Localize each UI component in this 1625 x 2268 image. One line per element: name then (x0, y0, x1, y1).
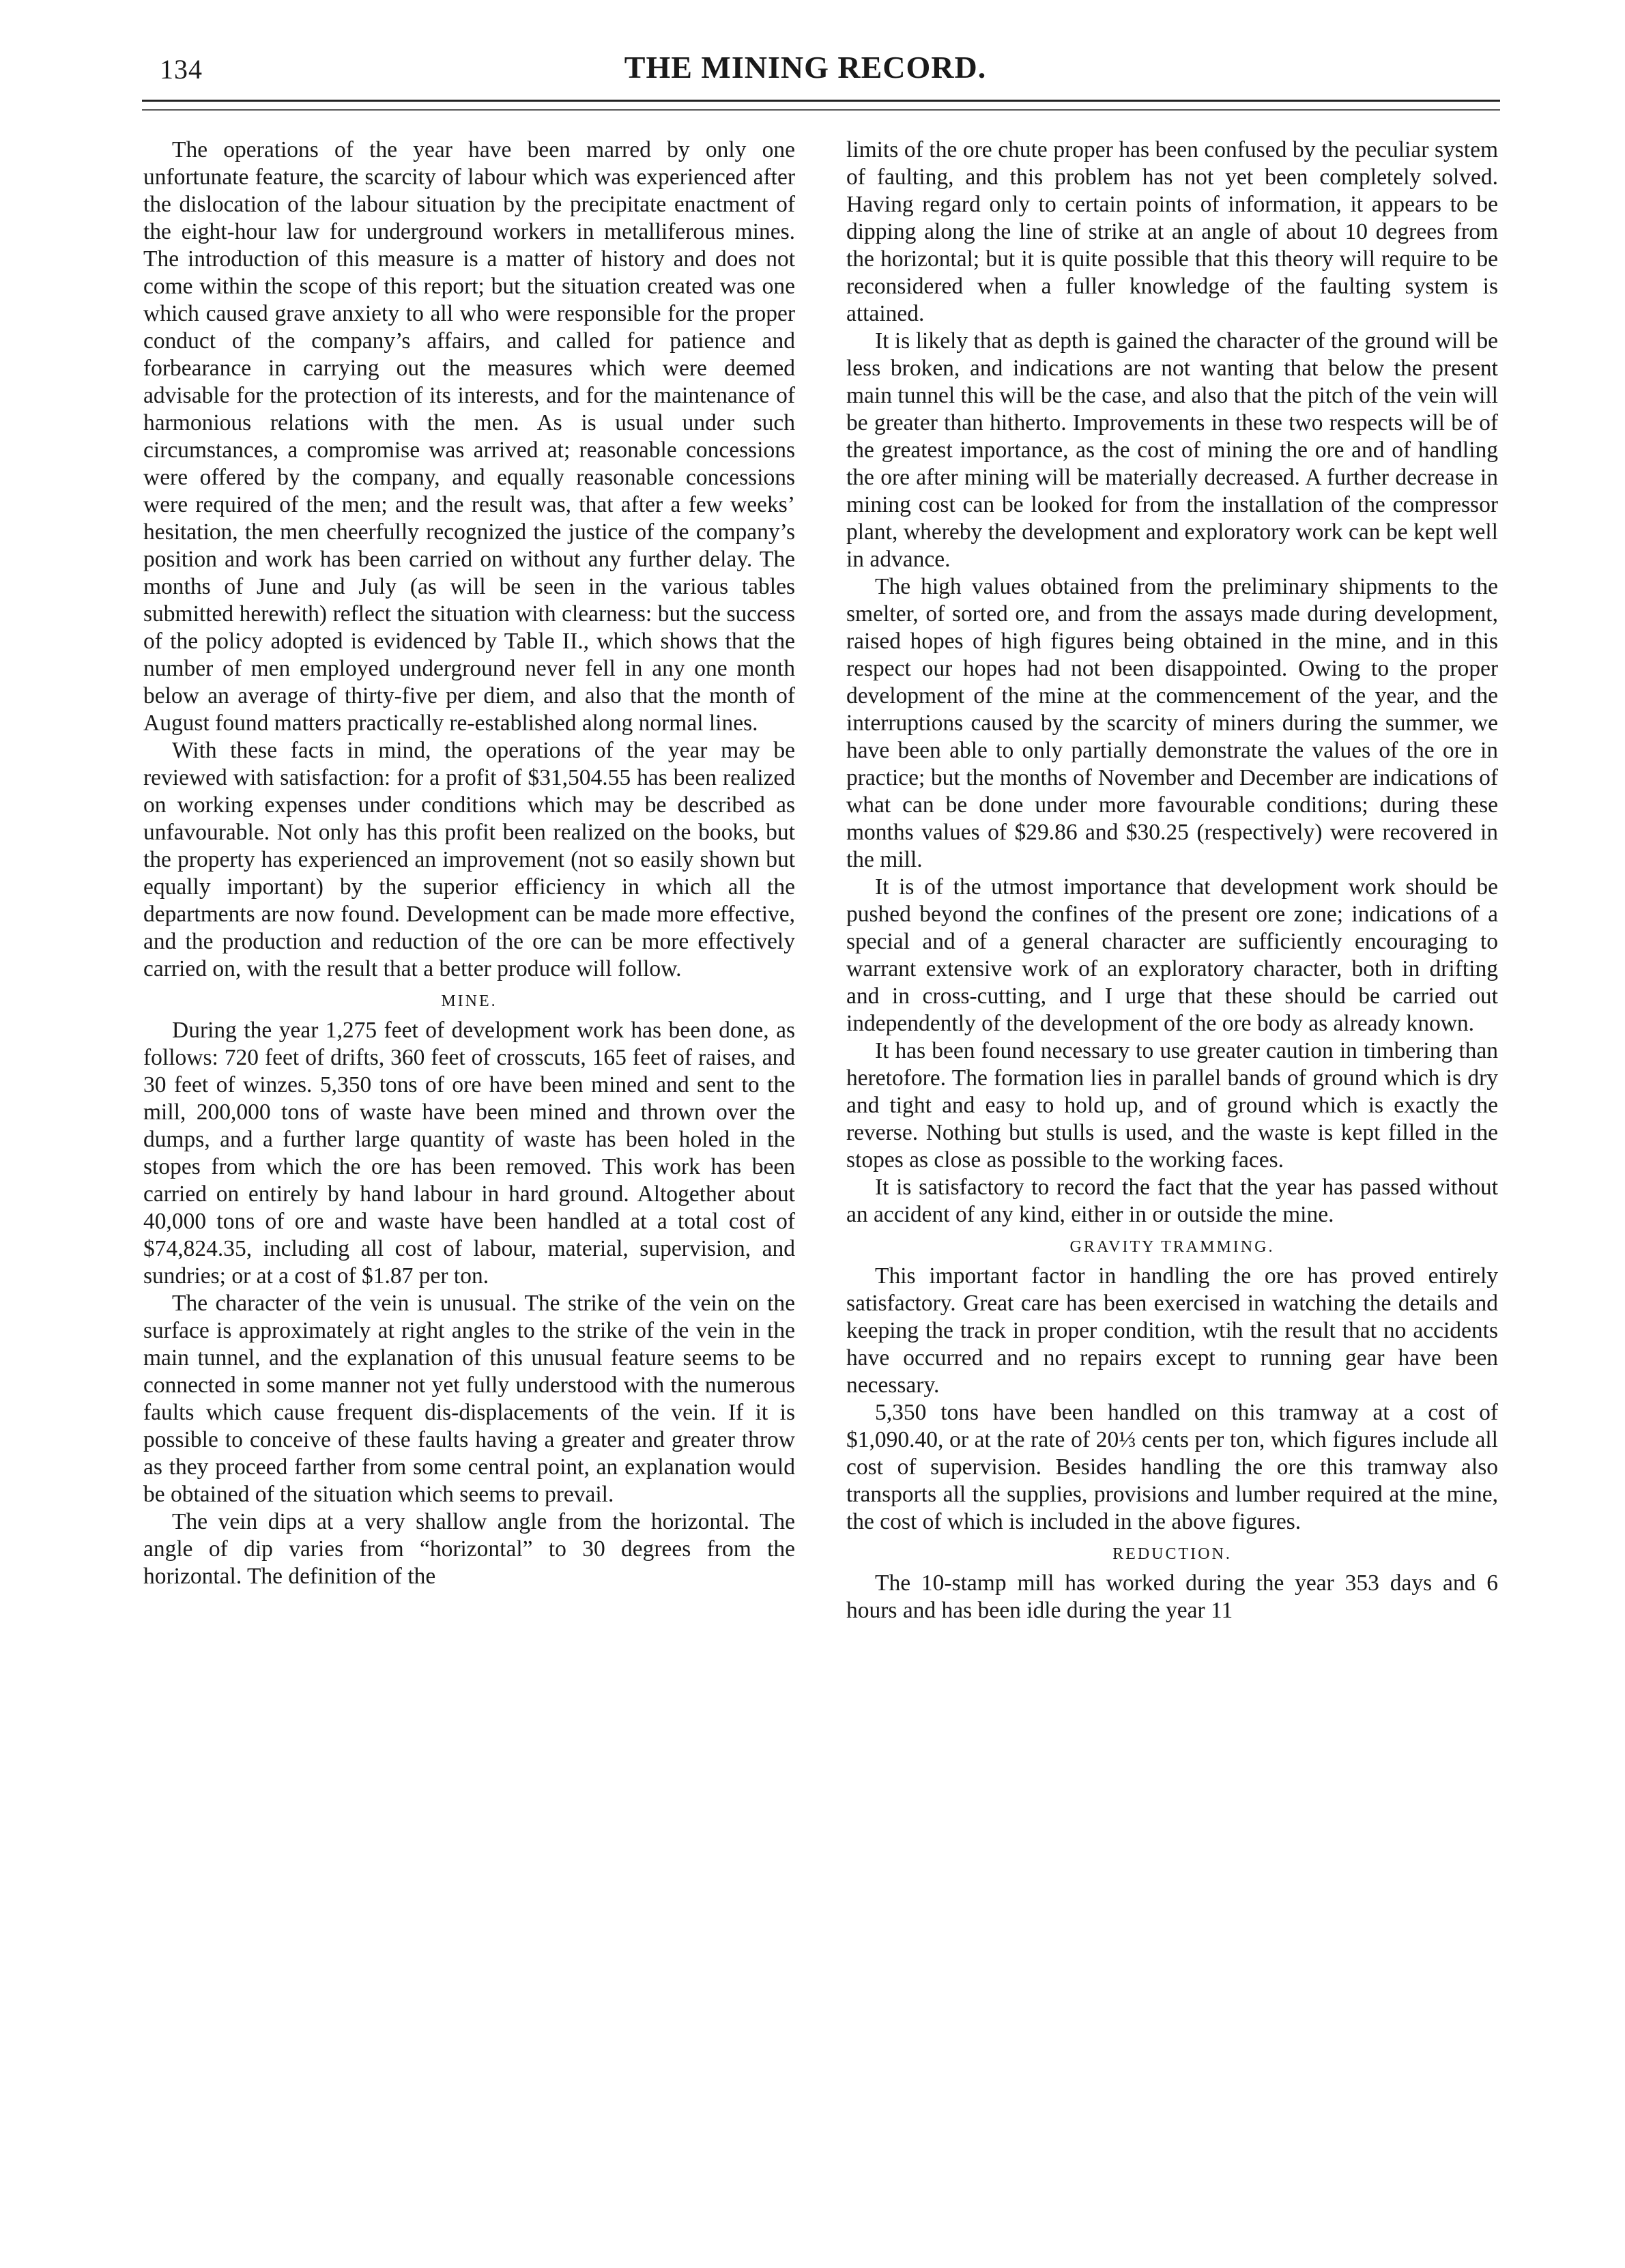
section-heading-reduction: REDUCTION. (1112, 1545, 1232, 1563)
paragraph: With these facts in mind, the operations of the year may be reviewed with satisfaction: for a profit of $31,504.55 has been realized on working expenses under conditions which may be described as unfavourable. Not only has this profit been realized on the books, but the property has experienced an improvement (not so easily shown but equally important) by the superior efficiency in which all the departments are now found. Development can be made more effective, and the production and reduction of the ore can be more effectively carried on, with the result that a better produce will follow. (143, 738, 795, 981)
section-heading-mine: MINE. (441, 992, 498, 1010)
paragraph: The vein dips at a very shallow angle from the horizontal. The angle of dip varies from “horizontal” to 30 degrees from the horizontal. The definition of the (143, 1509, 795, 1589)
header-rule-thin (142, 109, 1500, 111)
right-column (846, 137, 1498, 1624)
header-rule (142, 100, 1500, 102)
section-heading-gravity-tramming: GRAVITY TRAMMING. (1069, 1238, 1275, 1256)
paragraph: The high values obtained from the preliminary shipments to the smelter, of sorted ore, and from the assays made during development, raised hopes of high figures being obtained in the mine, and in this respect our hopes had not been disappointed. Owing to the proper development of the mine at the commencement of the year, and the interruptions caused by the scarcity of miners during the summer, we have been able to only partially demonstrate the values of the ore in practice; but the months of November and December are indications of what can be done under more favourable conditions; during these months values of $29.86 and $30.25 (respectively) were recovered in the mill. (846, 574, 1498, 872)
page-number: 134 (160, 54, 203, 85)
page-header (136, 50, 1501, 101)
paragraph: limits of the ore chute proper has been confused by the peculiar system of faulting, and this problem has not yet been completely solved. Having regard only to certain points of information, it appears to be dipping along the line of strike at an angle of about 10 degrees from the horizontal; but it is quite possible that this theory will require to be reconsidered when a fuller knowledge of the faulting system is attained. (846, 137, 1498, 326)
journal-title: THE MINING RECORD. (624, 50, 987, 85)
paragraph: It is of the utmost importance that development work should be pushed beyond the confines of the present ore zone; indications of a special and of a general character are sufficiently encouraging to warrant extensive work of an exploratory character, both in drifting and in cross-cutting, and I urge that these should be carried out independently of the development of the ore body as already known. (846, 874, 1498, 1036)
paragraph: The character of the vein is unusual. The strike of the vein on the surface is approximately at right angles to the strike of the vein in the main tunnel, and the explanation of this unusual feature seems to be connected in some manner not yet fully understood with the numerous faults which cause frequent dis-displacements of the vein. If it is possible to conceive of these faults having a greater and greater throw as they proceed farther from some central point, an explanation would be obtained of the situation which seems to prevail. (143, 1291, 795, 1507)
paragraph: The 10-stamp mill has worked during the year 353 days and 6 hours and has been idle during the year 11 (846, 1570, 1498, 1623)
paragraph: 5,350 tons have been handled on this tramway at a cost of $1,090.40, or at the rate of 20⅓ cents per ton, which figures include all cost of supervision. Besides handling the ore this tramway also transports all the supplies, provisions and lumber required at the mine, the cost of which is included in the above figures. (846, 1400, 1498, 1534)
paragraph: The operations of the year have been marred by only one unfortunate feature, the scarcity of labour which was experienced after the dislocation of the labour situation by the precipitate enactment of the eight-hour law for underground workers in metalliferous mines. The introduction of this measure is a matter of history and does not come within the scope of this report; but the situation created was one which caused grave anxiety to all who were responsible for the proper conduct of the company’s affairs, and called for patience and forbearance in carrying out the measures which were deemed advisable for the protection of its interests, and for the maintenance of harmonious relations with the men. As is usual under such circumstances, a compromise was arrived at; reasonable concessions were offered by the company, and equally reasonable concessions were required of the men; and the result was, that after a few weeks’ hesitation, the men cheerfully recognized the justice of the company’s position and work has been carried on without any further delay. The months of June and July (as will be seen in the various tables submitted herewith) reflect the situation with clearness: but the success of the policy adopted is evidenced by Table II., which shows that the number of men employed underground never fell in any one month below an average of thirty-five per diem, and also that the month of August found matters practically re-established along normal lines. (143, 137, 795, 736)
paragraph: It is satisfactory to record the fact that the year has passed without an accident of any kind, either in or outside the mine. (846, 1175, 1498, 1227)
paragraph: It has been found necessary to use greater caution in timbering than heretofore. The formation lies in parallel bands of ground which is dry and tight and easy to hold up, and of ground which is exactly the reverse. Nothing but stulls is used, and the waste is kept filled in the stopes as close as possible to the working faces. (846, 1038, 1498, 1173)
paragraph: This important factor in handling the ore has proved entirely satisfactory. Great care has been exercised in watching the details and keeping the track in proper condition, wtih the result that no accidents have occurred and no repairs except to running gear have been necessary. (846, 1263, 1498, 1398)
paragraph: During the year 1,275 feet of development work has been done, as follows: 720 feet of drifts, 360 feet of crosscuts, 165 feet of raises, and 30 feet of winzes. 5,350 tons of ore have been mined and sent to the mill, 200,000 tons of waste have been mined and thrown over the dumps, and a further large quantity of waste has been holed in the stopes from which the ore has been removed. This work has been carried on entirely by hand labour in hard ground. Altogether about 40,000 tons of ore and waste have been handled at a total cost of $74,824.35, including all cost of labour, material, supervision, and sundries; or at a cost of $1.87 per ton. (143, 1018, 795, 1289)
paragraph: It is likely that as depth is gained the character of the ground will be less broken, and indications are not wanting that below the present main tunnel this will be the case, and also that the pitch of the vein will be greater than hitherto. Improvements in these two respects will be of the greatest importance, as the cost of mining the ore and of handling the ore after mining will be materially decreased. A further decrease in mining cost can be looked for from the installation of the compressor plant, whereby the development and exploratory work can be kept well in advance. (846, 328, 1498, 572)
left-column (143, 137, 795, 1590)
